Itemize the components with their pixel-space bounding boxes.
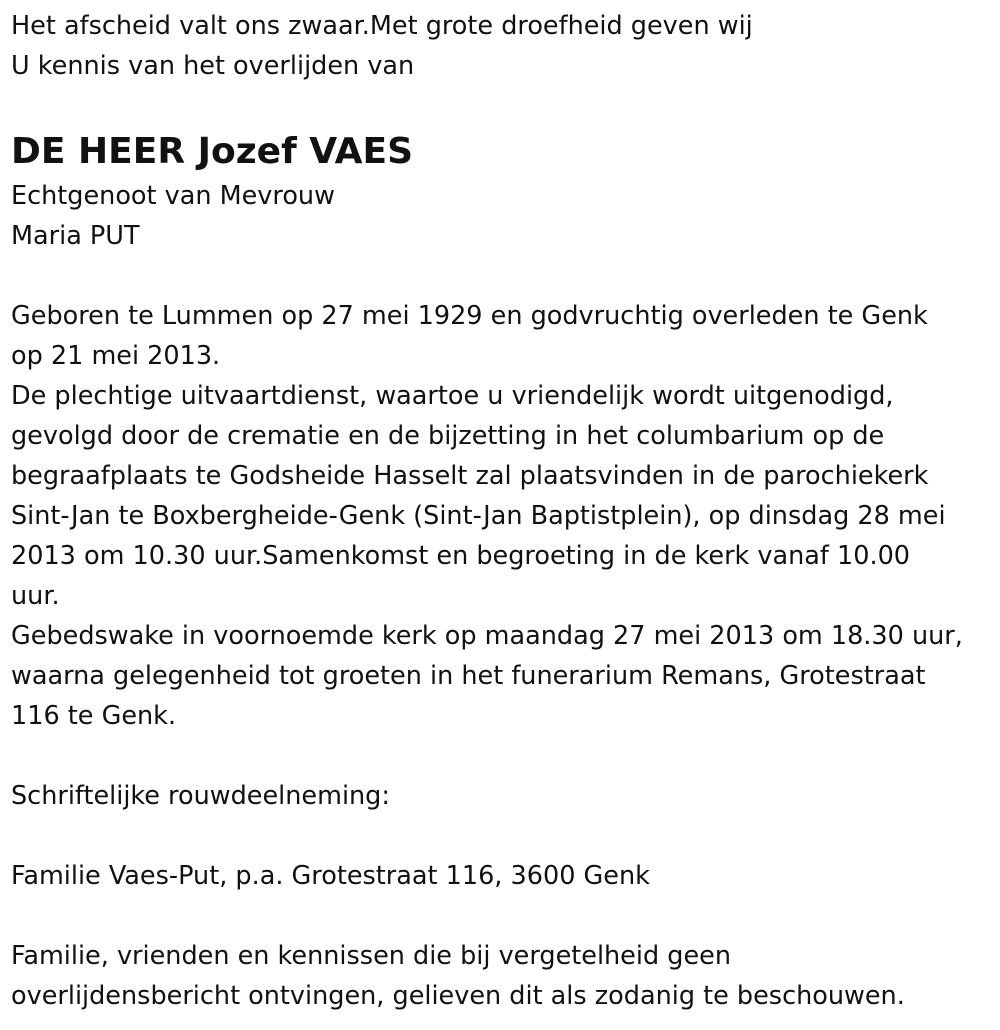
details-line: Gebedswake in voornoemde kerk op maandag 27 mei 2013 om 18.30 uur, <box>11 621 963 651</box>
spouse-line-1: Echtgenoot van Mevrouw <box>11 181 335 211</box>
spacer <box>11 896 1000 936</box>
spacer <box>11 86 1000 126</box>
condolence-label: Schriftelijke rouwdeelneming: <box>11 781 390 811</box>
spacer <box>11 256 1000 296</box>
details-line: gevolgd door de crematie en de bijzetting in het columbarium op de <box>11 421 885 451</box>
details-line: 2013 om 10.30 uur.Samenkomst en begroeting in de kerk vanaf 10.00 <box>11 541 911 571</box>
intro-line-2: U kennis van het overlijden van <box>11 51 415 81</box>
details-line: De plechtige uitvaartdienst, waartoe u vriendelijk wordt uitgenodigd, <box>11 381 894 411</box>
details-line: waarna gelegenheid tot groeten in het funerarium Remans, Grotestraat <box>11 661 926 691</box>
details-line: uur. <box>11 581 60 611</box>
closing-line-1: Familie, vrienden en kennissen die bij vergetelheid geen <box>11 941 731 971</box>
details-line: Geboren te Lummen op 27 mei 1929 en godvruchtig overleden te Genk <box>11 301 928 331</box>
spacer <box>11 736 1000 776</box>
condolence-address: Familie Vaes-Put, p.a. Grotestraat 116, 3600 Genk <box>11 861 650 891</box>
details-line: begraafplaats te Godsheide Hasselt zal plaatsvinden in de parochiekerk <box>11 461 929 491</box>
spouse-line-2: Maria PUT <box>11 221 140 251</box>
deceased-name: DE HEER Jozef VAES <box>11 131 414 172</box>
details-line: Sint-Jan te Boxbergheide-Genk (Sint-Jan Baptistplein), op dinsdag 28 mei <box>11 501 946 531</box>
intro-line-1: Het afscheid valt ons zwaar.Met grote droefheid geven wij <box>11 11 753 41</box>
details-line: op 21 mei 2013. <box>11 341 221 371</box>
closing-line-2: overlijdensbericht ontvingen, gelieven dit als zodanig te beschouwen. <box>11 981 905 1011</box>
spacer <box>11 816 1000 856</box>
details-line: 116 te Genk. <box>11 701 177 731</box>
